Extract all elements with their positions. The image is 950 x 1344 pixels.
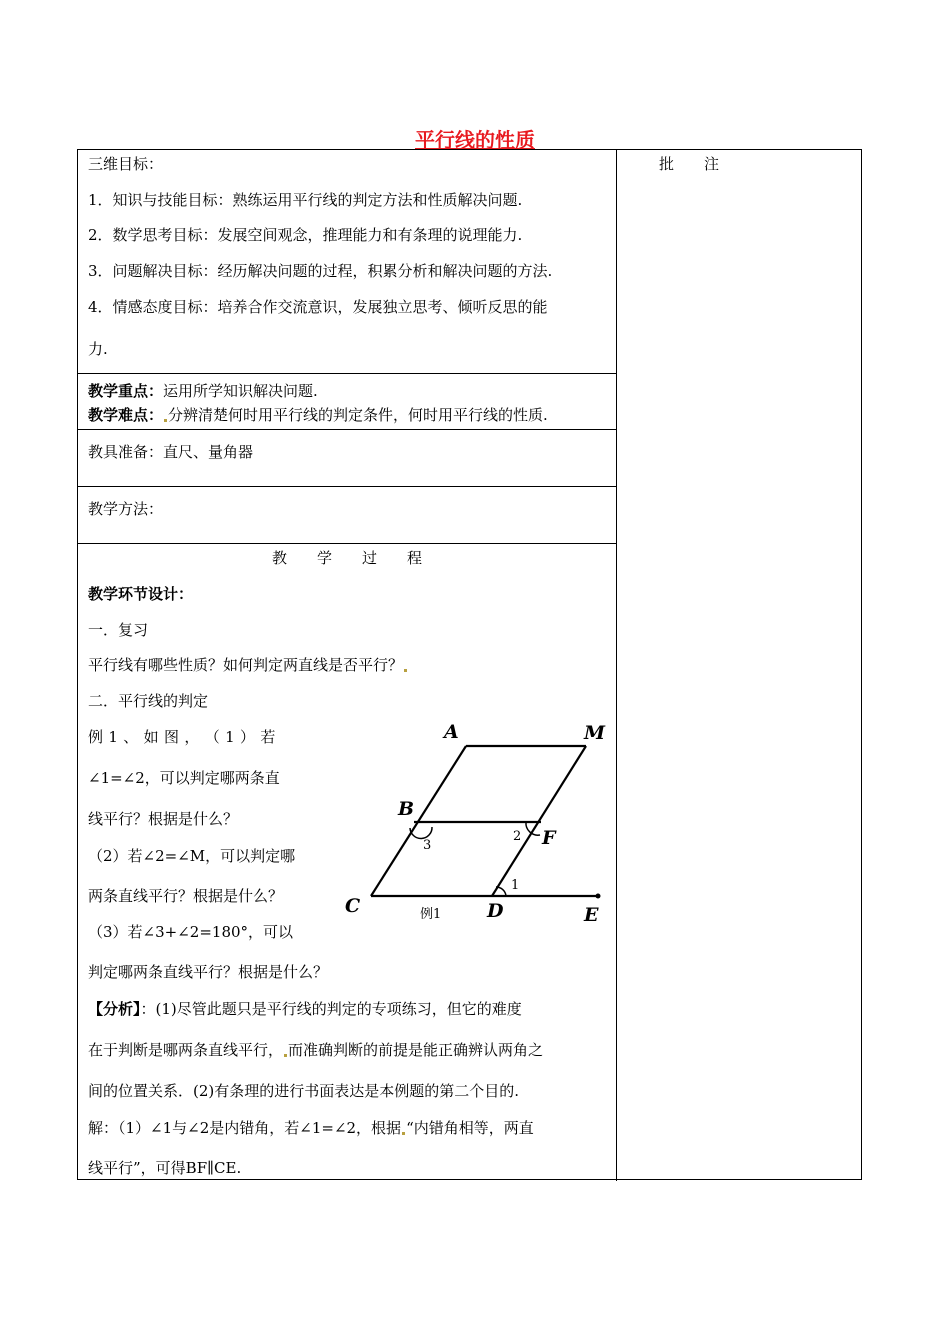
label-b: B xyxy=(398,798,415,820)
column-divider xyxy=(616,150,617,1181)
design-label: 教学环节设计： xyxy=(88,585,194,603)
page-title: 平行线的性质 xyxy=(415,128,535,152)
row-divider xyxy=(78,373,616,374)
solution-line: 解：（1）∠1与∠2是内错角，若∠1=∠2，根据 “内错角相等，两直 xyxy=(88,1119,534,1137)
example-line: 线平行？根据是什么？ xyxy=(88,810,239,828)
difficulty-text: 分辨清楚何时用平行线的判定条件，何时用平行线的性质. xyxy=(168,406,548,424)
mark-dot xyxy=(284,1054,287,1057)
process-heading: 教 学 过 程 xyxy=(272,549,423,567)
label-a: A xyxy=(444,721,459,743)
section2-title: 二．平行线的判定 xyxy=(88,692,209,710)
example-line: （3）若∠3+∠2=180°，可以 xyxy=(88,923,294,941)
objective-item: 1．知识与技能目标：熟练运用平行线的判定方法和性质解决问题. xyxy=(88,191,523,209)
parallelogram-figure xyxy=(330,715,620,930)
solution-line: 线平行”，可得BF∥CE. xyxy=(88,1159,242,1177)
label-c: C xyxy=(345,895,361,917)
example-line: 两条直线平行？根据是什么？ xyxy=(88,887,284,905)
teaching-method: 教学方法： xyxy=(88,500,164,518)
analysis-line: 间的位置关系．(2)有条理的进行书面表达是本例题的第二个目的. xyxy=(88,1082,520,1100)
angle-3-label: 3 xyxy=(423,838,432,853)
row-divider xyxy=(78,486,616,487)
angle-1-label: 1 xyxy=(511,878,520,893)
objective-item: 4．情感态度目标：培养合作交流意识，发展独立思考、倾听反思的能 xyxy=(88,298,548,316)
difficulty-label: 教学难点： xyxy=(88,406,164,424)
mark-dot xyxy=(404,669,407,672)
analysis-line: 在于判断是哪两条直线平行， 而准确判断的前提是能正确辨认两角之 xyxy=(88,1041,544,1059)
objective-item: 3．问题解决目标：经历解决问题的过程，积累分析和解决问题的方法. xyxy=(88,262,553,280)
lesson-table xyxy=(77,149,862,1180)
teaching-tools: 教具准备：直尺、量角器 xyxy=(88,443,254,461)
mark-dot xyxy=(164,419,167,422)
label-f: F xyxy=(542,827,556,849)
focus-text: 运用所学知识解决问题. xyxy=(163,382,318,400)
objective-item-cont: 力. xyxy=(88,340,108,358)
section1-title: 一．复习 xyxy=(88,621,149,639)
example-line: ∠1=∠2，可以判定哪两条直 xyxy=(88,769,280,787)
teaching-difficulty xyxy=(88,405,548,425)
label-e: E xyxy=(584,904,599,926)
row-divider xyxy=(78,543,616,544)
analysis-label: 【分析】 xyxy=(88,1000,141,1018)
example-line: 例 1 、 如 图 ， （ 1 ） 若 xyxy=(88,728,276,746)
objectives-heading: 三维目标： xyxy=(88,155,164,173)
figure-caption: 例1 xyxy=(420,907,442,922)
angle-2-label: 2 xyxy=(513,829,522,844)
mark-dot xyxy=(402,1132,405,1135)
analysis-line: 【分析】：(1)尽管此题只是平行线的判定的专项练习，但它的难度 xyxy=(88,1000,522,1018)
annotation-header: 批 注 xyxy=(659,155,720,173)
teaching-focus xyxy=(88,381,318,401)
label-m: M xyxy=(584,722,606,744)
row-divider xyxy=(78,429,616,430)
objective-item: 2．数学思考目标：发展空间观念，推理能力和有条理的说理能力. xyxy=(88,226,523,244)
example-line: 判定哪两条直线平行？根据是什么？ xyxy=(88,963,329,981)
label-d: D xyxy=(487,900,504,922)
section1-text: 平行线有哪些性质？如何判定两直线是否平行？ xyxy=(88,655,408,675)
endpoint-e xyxy=(596,894,601,899)
focus-label: 教学重点： xyxy=(88,382,164,400)
example-line: （2）若∠2=∠M，可以判定哪 xyxy=(88,847,296,865)
